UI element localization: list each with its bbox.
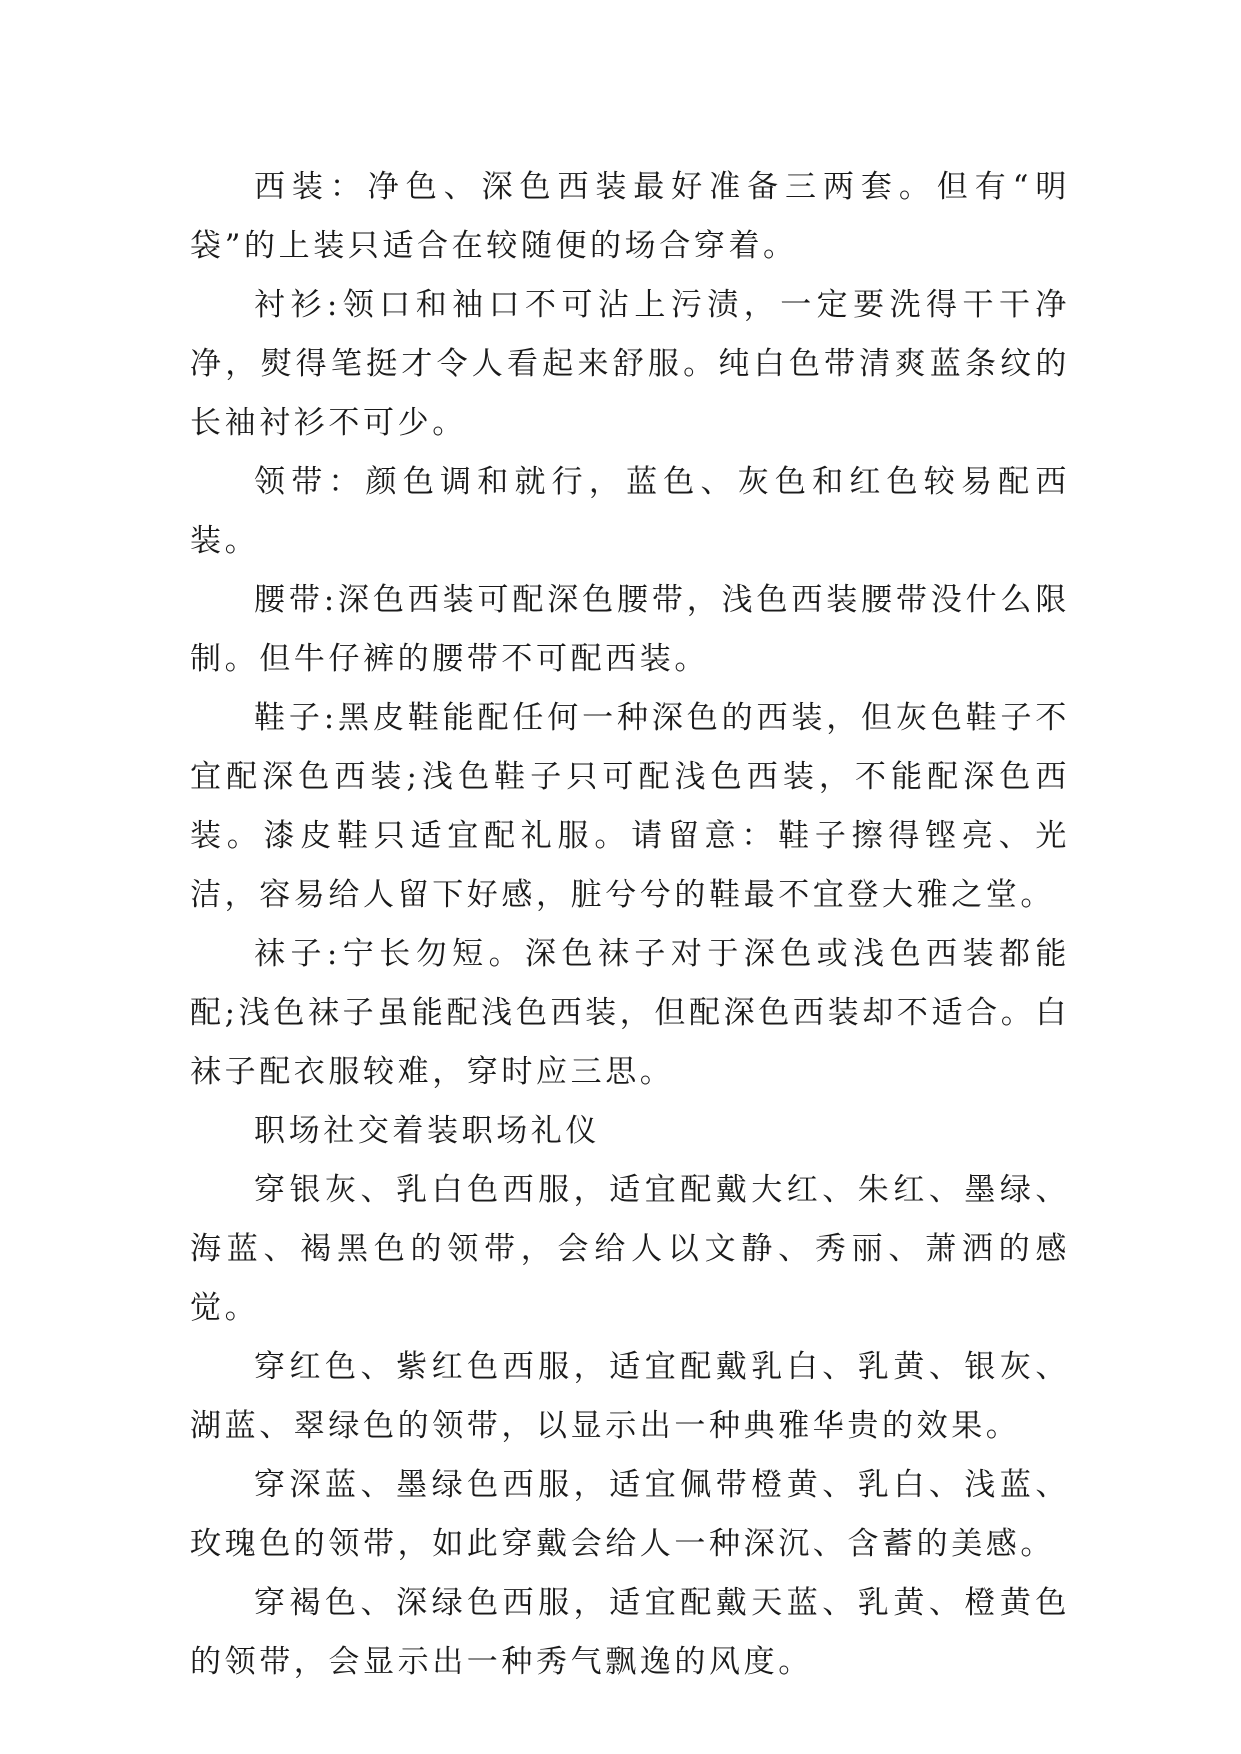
paragraph-tie: 领带：颜色调和就行，蓝色、灰色和红色较易配西装。 [190,464,1070,559]
section-heading: 职场社交着装职场礼仪 [254,1113,600,1149]
paragraph-suit: 西装：净色、深色西装最好准备三两套。但有“明袋”的上装只适合在较随便的场合穿着。 [190,169,1070,264]
document-body [190,158,1070,1692]
paragraph-navy-suit: 穿深蓝、墨绿色西服，适宜佩带橙黄、乳白、浅蓝、玫瑰色的领带，如此穿戴会给人一种深沉、含蓄的美感。 [190,1467,1070,1562]
paragraph-silver-suit: 穿银灰、乳白色西服，适宜配戴大红、朱红、墨绿、海蓝、褐黑色的领带，会给人以文静、秀丽、萧洒的感觉。 [190,1172,1070,1326]
paragraph-socks: 袜子:宁长勿短。深色袜子对于深色或浅色西装都能配;浅色袜子虽能配浅色西装，但配深色西装却不适合。白袜子配衣服较难，穿时应三思。 [190,936,1070,1090]
paragraph-belt: 腰带:深色西装可配深色腰带，浅色西装腰带没什么限制。但牛仔裤的腰带不可配西装。 [190,582,1070,677]
paragraph-red-suit: 穿红色、紫红色西服，适宜配戴乳白、乳黄、银灰、湖蓝、翠绿色的领带，以显示出一种典雅华贵的效果。 [190,1349,1070,1444]
paragraph-brown-suit: 穿褐色、深绿色西服，适宜配戴天蓝、乳黄、橙黄色的领带，会显示出一种秀气飘逸的风度。 [190,1585,1070,1680]
paragraph-shirt: 衬衫:领口和袖口不可沾上污渍，一定要洗得干干净净，熨得笔挺才令人看起来舒服。纯白色带清爽蓝条纹的长袖衬衫不可少。 [190,287,1070,441]
paragraph-shoes: 鞋子:黑皮鞋能配任何一种深色的西装，但灰色鞋子不宜配深色西装;浅色鞋子只可配浅色西装，不能配深色西装。漆皮鞋只适宜配礼服。请留意：鞋子擦得铿亮、光洁，容易给人留下好感，脏兮兮的鞋最不宜登大雅之堂。 [190,700,1070,913]
